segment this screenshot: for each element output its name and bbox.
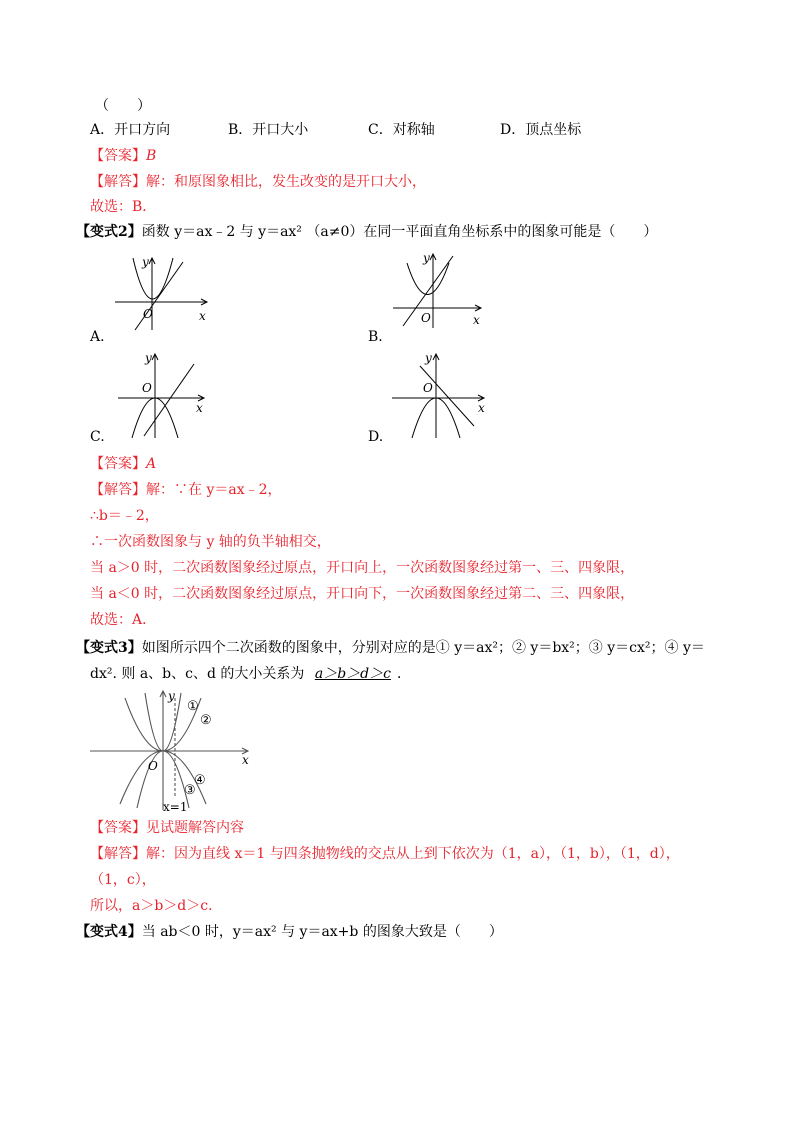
v4-question: 【变式4】当 ab＜0 时，y＝ax² 与 y＝ax+b 的图象大致是（ ） bbox=[76, 924, 503, 940]
q1-answer: 【答案】B bbox=[90, 148, 157, 164]
svg-text:O: O bbox=[148, 759, 158, 773]
v2-solution-1: 【解答】解：∵在 y＝ax﹣2， bbox=[90, 482, 282, 498]
v3-question-1: 【变式3】如图所示四个二次函数的图象中，分别对应的是① y＝ax²；② y＝bx²；③ y＝cx²；④ y＝ bbox=[76, 640, 705, 656]
v3-solution-2: （1，c）， bbox=[90, 872, 156, 888]
svg-text:②: ② bbox=[200, 713, 212, 728]
svg-text:y: y bbox=[423, 251, 430, 265]
svg-text:x=1: x=1 bbox=[163, 800, 188, 813]
q1-solution-1: 【解答】解：和原图象相比，发生改变的是开口大小， bbox=[90, 174, 426, 190]
svg-text:y: y bbox=[145, 351, 152, 365]
v2-label-c: C. bbox=[90, 429, 105, 445]
svg-text:O: O bbox=[143, 307, 153, 321]
v2-label-b: B. bbox=[368, 329, 383, 345]
v2-answer: 【答案】A bbox=[90, 456, 157, 472]
v2-solution-5: 当 a＜0 时，二次函数图象经过原点，开口向下，一次函数图象经过第二、三、四象限， bbox=[90, 586, 635, 602]
svg-text:x: x bbox=[196, 401, 203, 415]
v2-solution-3: ∴一次函数图象与 y 轴的负半轴相交， bbox=[90, 534, 331, 550]
v2-label-d: D. bbox=[368, 429, 384, 445]
svg-text:y: y bbox=[168, 689, 175, 703]
v2-graph-d bbox=[392, 350, 492, 440]
v2-label-a: A. bbox=[90, 329, 105, 345]
v2-solution-4: 当 a＞0 时，二次函数图象经过原点，开口向上，一次函数图象经过第一、三、四象限， bbox=[90, 560, 635, 576]
v2-graph-c bbox=[118, 350, 213, 440]
q1-paren: （ ） bbox=[95, 98, 151, 114]
v2-solution-6: 故选：A． bbox=[90, 612, 157, 628]
v3-answer: 【答案】见试题解答内容 bbox=[90, 820, 244, 836]
v2-graph-a bbox=[115, 250, 215, 332]
v2-question: 【变式2】函数 y＝ax﹣2 与 y＝ax² （a≠0）在同一平面直角坐标系中的图象可能是（ ） bbox=[76, 224, 658, 240]
svg-text:O: O bbox=[421, 311, 431, 325]
q1-option-d: D．顶点坐标 bbox=[500, 122, 582, 138]
v3-graph bbox=[90, 688, 255, 813]
svg-text:x: x bbox=[473, 313, 480, 327]
svg-text:④: ④ bbox=[194, 773, 206, 788]
svg-text:x: x bbox=[478, 401, 485, 415]
svg-text:③: ③ bbox=[184, 783, 196, 798]
v2-solution-2: ∴b＝﹣2， bbox=[90, 508, 159, 524]
v3-question-2: dx². 则 a、b、c、d 的大小关系为 a＞b＞d＞c ． bbox=[90, 666, 411, 682]
svg-text:O: O bbox=[142, 381, 152, 395]
v3-answer-blank: a＞b＞d＞c bbox=[314, 666, 391, 682]
svg-text:y: y bbox=[142, 255, 149, 269]
svg-text:x: x bbox=[242, 753, 249, 767]
svg-text:x: x bbox=[199, 309, 206, 323]
q1-option-c: C．对称轴 bbox=[368, 122, 435, 138]
svg-text:①: ① bbox=[187, 699, 199, 714]
q1-option-b: B．开口大小 bbox=[228, 122, 309, 138]
v2-graph-b bbox=[393, 248, 488, 330]
q1-option-a: A．开口方向 bbox=[90, 122, 171, 138]
q1-solution-2: 故选：B． bbox=[90, 199, 157, 215]
svg-text:O: O bbox=[423, 381, 433, 395]
svg-text:y: y bbox=[425, 351, 432, 365]
v3-solution-1: 【解答】解：因为直线 x＝1 与四条抛物线的交点从上到下依次为（1，a），（1，b），（1，d）， bbox=[90, 846, 680, 862]
v3-solution-3: 所以，a＞b＞d＞c． bbox=[90, 898, 223, 914]
